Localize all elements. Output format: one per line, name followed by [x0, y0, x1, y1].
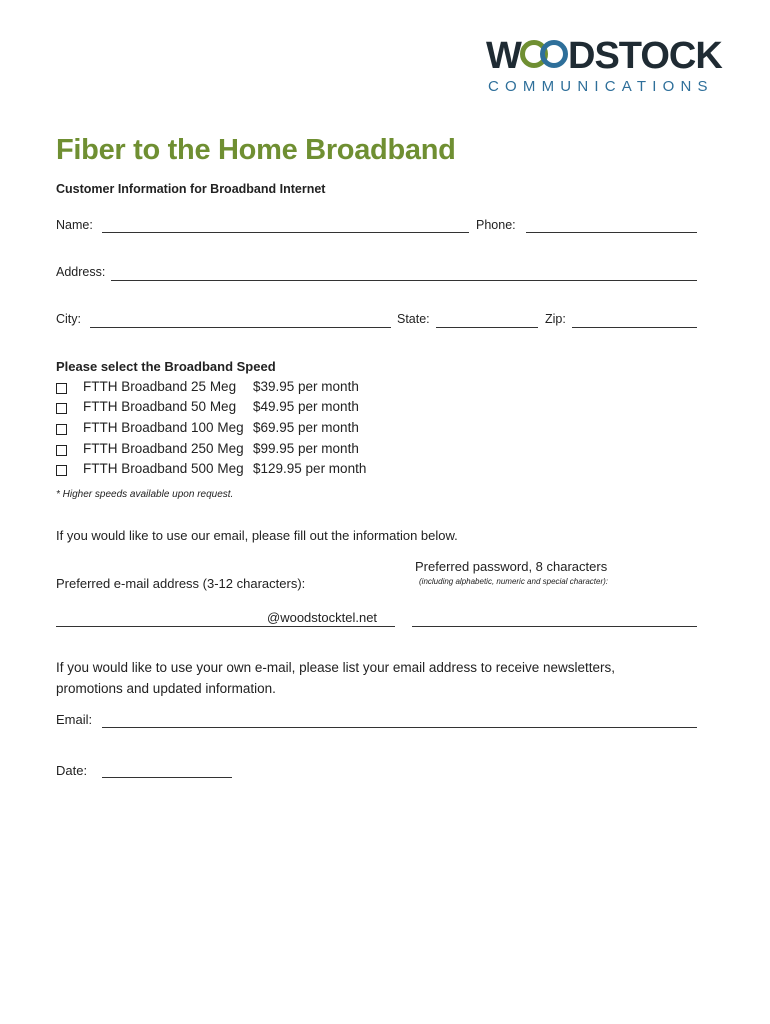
city-label: City:	[56, 312, 81, 326]
woodstock-logo-graphic	[486, 32, 726, 100]
option-name: FTTH Broadband 250 Meg	[83, 441, 244, 456]
option-name: FTTH Broadband 25 Meg	[83, 379, 237, 394]
checkbox[interactable]	[56, 383, 67, 394]
password-hint: (including alphabetic, numeric and special character):	[419, 577, 608, 586]
logo-letter-w: W	[486, 35, 522, 77]
preferred-password-field[interactable]	[412, 626, 697, 627]
name-field[interactable]	[102, 232, 469, 233]
checkbox[interactable]	[56, 445, 67, 456]
logo-letters-dstock: DSTOCK	[568, 35, 722, 77]
woodstock-logo	[486, 32, 726, 100]
option-name: FTTH Broadband 50 Meg	[83, 399, 237, 414]
option-price: $49.95 per month	[253, 399, 359, 414]
date-label: Date:	[56, 763, 88, 778]
option-price: $129.95 per month	[253, 461, 367, 476]
form-subtitle: Customer Information for Broadband Internet	[56, 182, 326, 196]
option-name: FTTH Broadband 500 Meg	[83, 461, 244, 476]
own-email-text: If you would like to use your own e-mail, please list your email address to receive newsletters, promotions and updated information.	[56, 660, 616, 696]
logo-subtitle: COMMUNICATIONS	[488, 78, 714, 95]
email-intro: If you would like to use our email, please fill out the information below.	[56, 528, 458, 543]
city-field[interactable]	[90, 327, 391, 328]
address-label: Address:	[56, 265, 106, 279]
state-field[interactable]	[436, 327, 538, 328]
checkbox[interactable]	[56, 403, 67, 414]
zip-field[interactable]	[572, 327, 697, 328]
option-price: $69.95 per month	[253, 420, 359, 435]
preferred-email-label: Preferred e-mail address (3-12 characters):	[56, 576, 306, 591]
email-domain: @woodstocktel.net	[267, 610, 378, 625]
email-field[interactable]	[102, 727, 697, 728]
address-field[interactable]	[111, 280, 697, 281]
name-label: Name:	[56, 218, 93, 232]
phone-label: Phone:	[476, 218, 516, 232]
checkbox[interactable]	[56, 424, 67, 435]
page-title: Fiber to the Home Broadband	[56, 134, 456, 166]
password-label: Preferred password, 8 characters	[415, 559, 608, 574]
speed-note: * Higher speeds available upon request.	[56, 489, 234, 500]
option-name: FTTH Broadband 100 Meg	[83, 420, 244, 435]
speed-heading: Please select the Broadband Speed	[56, 359, 276, 374]
option-price: $99.95 per month	[253, 441, 359, 456]
date-field[interactable]	[102, 777, 232, 778]
option-price: $39.95 per month	[253, 379, 359, 394]
preferred-email-field[interactable]	[56, 626, 395, 627]
phone-field[interactable]	[526, 232, 697, 233]
email-label: Email:	[56, 712, 93, 727]
state-label: State:	[397, 312, 430, 326]
checkbox[interactable]	[56, 465, 67, 476]
zip-label: Zip:	[545, 312, 566, 326]
